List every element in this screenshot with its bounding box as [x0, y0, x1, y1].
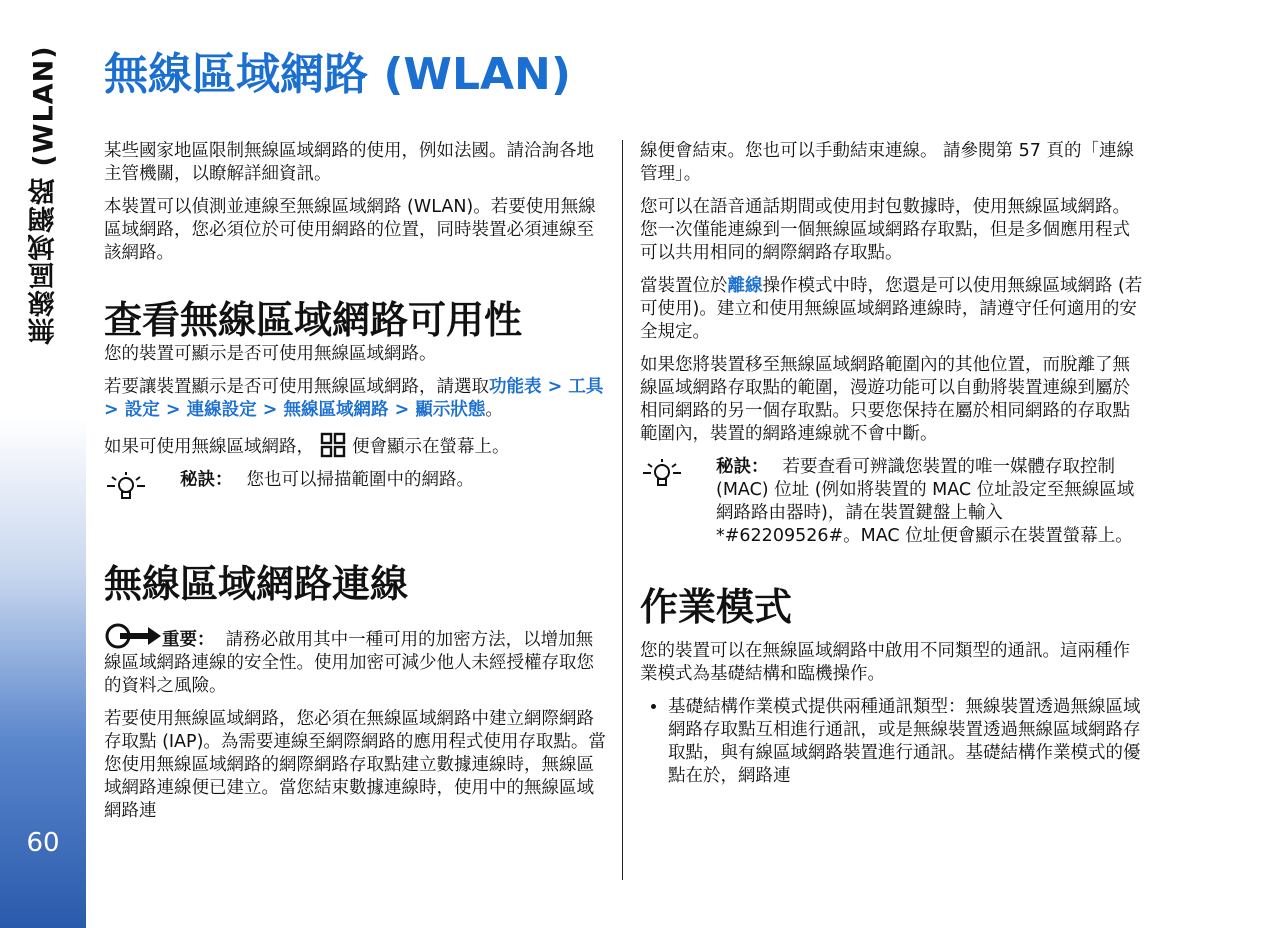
- important-text: 請務必啟用其中一種可用的加密方法，以增加無線區域網路連線的安全性。使用加密可減少他人未經授權存取您的資料之風險。: [104, 630, 594, 696]
- left-column: [104, 140, 609, 833]
- paragraph: 本裝置可以偵測並連線至無線區域網路 (WLAN)。若要使用無線區域網路，您必須位於可使用網路的位置，同時裝置必須連線至該網路。: [104, 197, 596, 263]
- lightbulb-icon: [640, 458, 684, 492]
- paragraph-text: 當裝置位於: [640, 276, 728, 296]
- path-item-settings[interactable]: 設定: [124, 400, 160, 420]
- path-item-wlan[interactable]: 無線區域網路: [283, 400, 389, 420]
- paragraph-text: 如果可使用無線區域網路，: [104, 437, 314, 457]
- important-label: 重要：: [162, 630, 215, 650]
- paragraph: 您可以在語音通話期間或使用封包數據時，使用無線區域網路。您一次僅能連線到一個無線區域網路存取點，但是多個應用程式可以共用相同的網際網路存取點。: [640, 197, 1130, 263]
- path-separator: >: [388, 400, 416, 420]
- section-heading-connections: 無線區域網路連線: [104, 562, 409, 606]
- section-heading-availability: 查看無線區域網路可用性: [104, 298, 523, 342]
- column-divider: [622, 140, 623, 880]
- bullet-list: [640, 696, 1145, 788]
- tip-box: [640, 456, 1145, 548]
- paragraph-text: 若要讓裝置顯示是否可使用無線區域網路，請選取: [104, 377, 489, 397]
- paragraph-text: 便會顯示在螢幕上。: [352, 437, 510, 457]
- list-item: • 基礎結構作業模式提供兩種通訊類型：無線裝置透過無線區域網路存取點互相進行通訊，或是無線裝置透過無線區域網路存取點，與有線區域網路裝置進行通訊。基礎結構作業模式的優點在於，網路連: [668, 696, 1145, 788]
- offline-paragraph: [640, 275, 1145, 344]
- menu-path-paragraph: [104, 376, 609, 422]
- path-separator: >: [256, 400, 284, 420]
- right-column: [640, 140, 1145, 788]
- paragraph-text: 。: [485, 400, 503, 420]
- path-item-tools[interactable]: 工具: [568, 377, 604, 397]
- side-section-title: 無線區域網路 (WLAN): [28, 45, 60, 345]
- tip-text: 您也可以掃描範圍中的網路。: [246, 470, 474, 490]
- tip-box: [104, 469, 609, 509]
- lightbulb-icon: [104, 471, 148, 505]
- section-heading-modes: 作業模式: [640, 585, 793, 629]
- wlan-available-icon: [320, 432, 346, 458]
- page-number: 60: [26, 828, 60, 858]
- path-separator: >: [159, 400, 187, 420]
- tip-label: 秘訣：: [716, 457, 769, 477]
- paragraph: 線便會結束。您也可以手動結束連線。 請參閱第 57 頁的「連線管理」。: [640, 141, 1134, 184]
- paragraph: 您的裝置可以在無線區域網路中啟用不同類型的通訊。這兩種作業模式為基礎結構和臨機操作。: [640, 641, 1130, 684]
- tip-label: 秘訣：: [180, 470, 233, 490]
- path-item-connection-settings[interactable]: 連線設定: [186, 400, 257, 420]
- paragraph: 若要使用無線區域網路，您必須在無線區域網路中建立網際網路存取點 (IAP)。為需要連線至網際網路的應用程式使用存取點。當您使用無線區域網路的網際網路存取點建立數據連線時，無線區域網路連線便已建立。當您結束數據連線時，使用中的無線區域網路連: [104, 709, 606, 821]
- important-note: [104, 623, 609, 698]
- paragraph: 如果您將裝置移至無線區域網路範圍內的其他位置，而脫離了無線區域網路存取點的範圍，漫遊功能可以自動將裝置連線到屬於相同網路的另一個存取點。只要您保持在屬於相同網路的存取點範圍內，裝置的網路連線就不會中斷。: [640, 355, 1130, 444]
- paragraph: 您的裝置可顯示是否可使用無線區域網路。: [104, 344, 437, 364]
- path-item-show-status[interactable]: 顯示狀態: [415, 400, 486, 420]
- path-separator: >: [541, 377, 569, 397]
- paragraph-text: 操作模式中時，您還是可以使用無線區域網路 (若可使用)。建立和使用無線區域網路連線時，請遵守任何適用的安全規定。: [640, 276, 1143, 342]
- paragraph: 某些國家地區限制無線區域網路的使用，例如法國。請洽詢各地主管機關，以瞭解詳細資訊。: [104, 141, 594, 184]
- page-title: 無線區域網路 (WLAN): [104, 49, 571, 100]
- tip-text: 若要查看可辨識您裝置的唯一媒體存取控制 (MAC) 位址 (例如將裝置的 MAC 位址設定至無線區域網路路由器時)，請在裝置鍵盤上輸入 *#62209526#。MAC 位址便會顯示在裝置螢幕上。: [716, 457, 1135, 546]
- path-item-menu[interactable]: 功能表: [489, 377, 542, 397]
- wlan-indicator-paragraph: [104, 432, 609, 459]
- offline-mode-link[interactable]: 離線: [727, 276, 763, 296]
- path-separator: >: [104, 400, 125, 420]
- important-icon: [104, 623, 162, 649]
